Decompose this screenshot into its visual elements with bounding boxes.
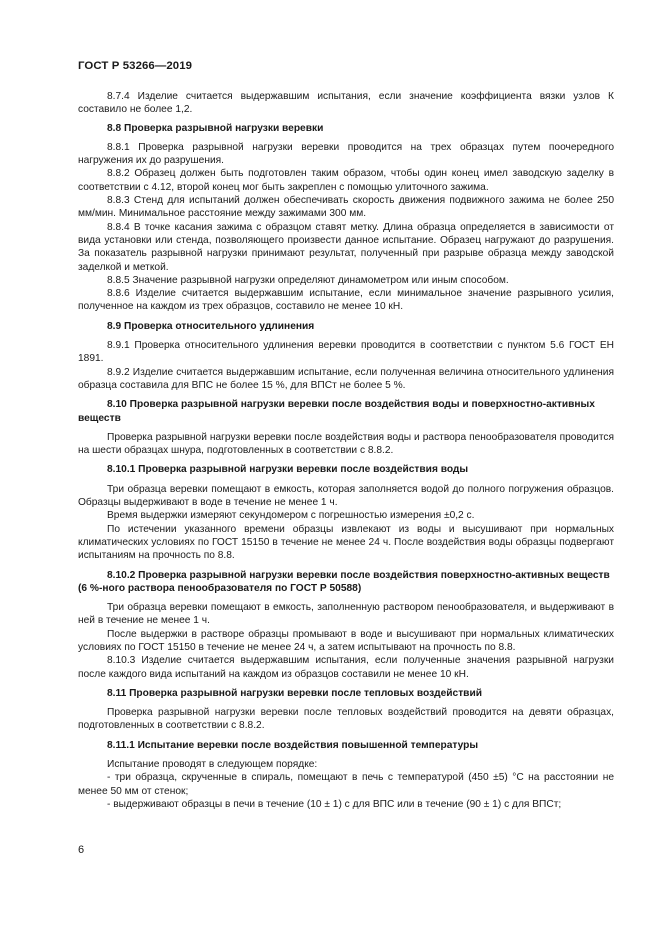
paragraph-8-10-2-a: Три образца веревки помещают в емкость, заполненную раствором пенообразователя, и выдерживают в ней в течение не менее 1 ч.: [78, 602, 614, 627]
document-code-header: ГОСТ Р 53266—2019: [78, 60, 193, 72]
heading-8-10: 8.10 Проверка разрывной нагрузки веревки после воздействия воды и поверхностно-активных веществ: [78, 399, 595, 424]
paragraph-8-10-1-b: Время выдержки измеряют секундомером с погрешностью измерения ±0,2 с.: [107, 510, 475, 522]
list-item-oven-duration: - выдерживают образцы в печи в течение (10 ± 1) с для ВПС или в течение (90 ± 1) с для ВПСт;: [107, 798, 562, 810]
paragraph-8-10-1-c: По истечении указанного времени образцы извлекают из воды и высушивают при нормальных климатических условиях по ГОСТ 15150 в течение не менее 24 ч. После воздействия воды образцы подвергают испытаниям на прочность по 8.8.: [78, 523, 614, 562]
paragraph-8-9-1: 8.9.1 Проверка относительного удлинения веревки проводится в соответствии с пунктом 5.6 ГОСТ ЕН 1891.: [78, 340, 614, 365]
document-body: [78, 90, 614, 811]
heading-8-10-1: 8.10.1 Проверка разрывной нагрузки веревки после воздействия воды: [107, 464, 469, 476]
list-item-oven-placement: - три образца, скрученные в спираль, помещают в печь с температурой (450 ±5) °С на расстоянии не менее 50 мм от стенок;: [78, 772, 614, 797]
paragraph-8-7-4: 8.7.4 Изделие считается выдержавшим испытания, если значение коэффициента вязки узлов К составило не более 1,2.: [78, 91, 614, 116]
paragraph-8-8-5: 8.8.5 Значение разрывной нагрузки определяют динамометром или иным способом.: [107, 274, 509, 286]
heading-8-8: 8.8 Проверка разрывной нагрузки веревки: [107, 122, 324, 134]
heading-8-10-2: 8.10.2 Проверка разрывной нагрузки веревки после воздействия поверхностно-активных веществ (6 %-ного раствора пенообразователя по ГОСТ Р 50588): [78, 569, 610, 594]
paragraph-8-10-2-b: После выдержки в растворе образцы промывают в воде и высушивают при нормальных климатических условиях по ГОСТ 15150 в течение не менее 24 ч, а затем испытывают на прочность по 8.8.: [78, 628, 614, 653]
paragraph-8-8-3: 8.8.3 Стенд для испытаний должен обеспечивать скорость движения подвижного зажима не более 250 мм/мин. Минимальное расстояние между зажимами 300 мм.: [78, 195, 614, 220]
paragraph-8-11-1-intro: Испытание проводят в следующем порядке:: [107, 759, 318, 771]
paragraph-8-8-2: 8.8.2 Образец должен быть подготовлен таким образом, чтобы один конец имел заводскую заделку в соответствии с 4.12, второй конец мог быть закреплен с помощью улиточного зажима.: [78, 168, 614, 193]
heading-8-11-1: 8.11.1 Испытание веревки после воздействия повышенной температуры: [107, 739, 479, 751]
paragraph-8-8-1: 8.8.1 Проверка разрывной нагрузки веревки проводится на трех образцах путем поочередного нагружения их до разрушения.: [78, 141, 614, 167]
paragraph-8-10-3: 8.10.3 Изделие считается выдержавшим испытания, если полученные значения разрывной нагрузки после каждого вида испытаний на каждом из образцов составили не менее 10 кН.: [78, 655, 614, 680]
heading-8-11: 8.11 Проверка разрывной нагрузки веревки после тепловых воздействий: [107, 687, 482, 699]
page-number: 6: [78, 844, 85, 856]
paragraph-8-10-1-a: Три образца веревки помещают в емкость, которая заполняется водой до полного погружения образцов. Образцы выдерживают в воде в течение не менее 1 ч.: [78, 483, 614, 509]
paragraph-8-11-intro: Проверка разрывной нагрузки веревки после тепловых воздействий проводится на девяти образцах, подготовленных в соответствии с 8.8.2.: [78, 707, 614, 732]
paragraph-8-10-intro: Проверка разрывной нагрузки веревки после воздействия воды и раствора пенообразователя проводится на шести образцах шнура, подготовленных в соответствии с 8.8.2.: [78, 431, 614, 457]
heading-8-9: 8.9 Проверка относительного удлинения: [107, 320, 315, 332]
paragraph-8-8-6: 8.8.6 Изделие считается выдержавшим испытание, если минимальное значение разрывного усилия, полученное на каждом из трех образцов, составило не менее 10 кН.: [78, 288, 614, 313]
paragraph-8-9-2: 8.9.2 Изделие считается выдержавшим испытание, если полученная величина относительного удлинения образца составила для ВПС не более 15 %, для ВПСт не более 5 %.: [78, 366, 614, 391]
paragraph-8-8-4: 8.8.4 В точке касания зажима с образцом ставят метку. Длина образца определяется в зависимости от вида установки или стенда, позволяющего произвести данное испытание. Образец нагружают до разрушения. За показатель разрывной нагрузки принимают результат, полученный при разрыве образца между заводской заделкой и меткой.: [78, 221, 614, 273]
